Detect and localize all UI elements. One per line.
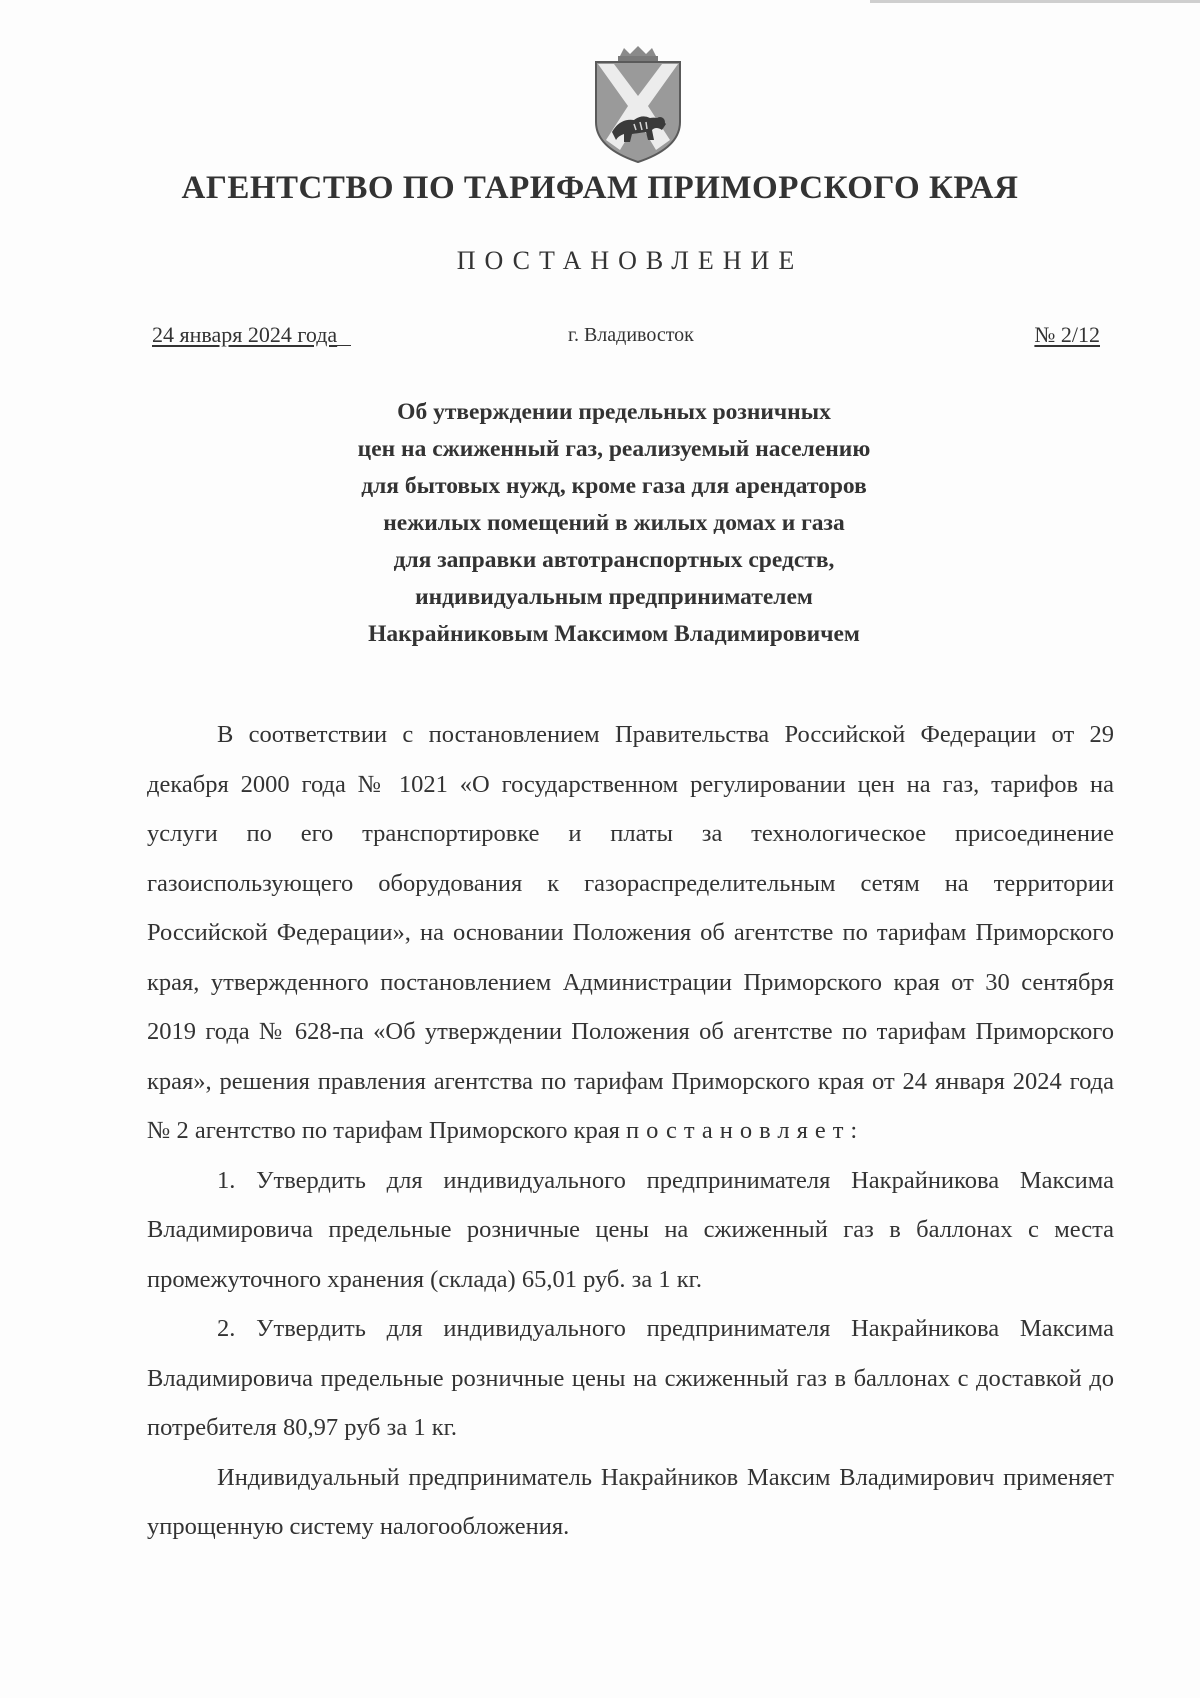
scan-edge-line [870, 0, 1200, 3]
subject-line: для заправки автотранспортных средств, [393, 547, 835, 573]
subject-line: нежилых помещений в жилых домах и газа [383, 510, 845, 536]
subject-line: Об утверждении предельных розничных [397, 399, 831, 425]
item-paragraph-2: 2. Утвердить для индивидуального предпринимателя Накрайникова Максима Владимировича предельные розничные цены на сжиженный газ в баллонах с доставкой до потребителя 80,97 руб за 1 кг. [147, 1315, 1114, 1441]
subject-line: для бытовых нужд, кроме газа для арендаторов [361, 473, 867, 499]
item-paragraph-1: 1. Утвердить для индивидуального предпринимателя Накрайникова Максима Владимировича предельные розничные цены на сжиженный газ в баллонах с места промежуточного хранения (склада) 65,01 руб. за 1 кг. [147, 1166, 1114, 1293]
coat-of-arms-icon [590, 44, 686, 166]
agency-title: АГЕНТСТВО ПО ТАРИФАМ ПРИМОРСКОГО КРАЯ [181, 170, 1019, 206]
decree-word: постановляет: [626, 1117, 865, 1144]
document-city: г. Владивосток [568, 324, 694, 346]
document-number: № 2/12 [1034, 322, 1100, 347]
preamble-text: В соответствии с постановлением Правительства Российской Федерации от 29 декабря 2000 года № 1021 «О государственном регулировании цен на газ, тарифов на услуги по его транспортировке и платы за технологическое присоединение газоиспользующего оборудования к газораспределительным сетям на территории Российской Федерации», на основании Положения об агентстве по тарифам Приморского края, утвержденного постановлением Администрации Приморского края от 30 сентября 2019 года № 628-па «Об утверждении Положения об агентстве по тарифам Приморского края», решения правления агентства по тарифам Приморского края от 24 января 2024 года № 2 агентство по тарифам Приморского края [147, 721, 1114, 1144]
document-type: ПОСТАНОВЛЕНИЕ [456, 246, 804, 275]
subject-line: цен на сжиженный газ, реализуемый населению [357, 436, 871, 462]
preamble-paragraph [147, 710, 1114, 1156]
document-subject [0, 394, 1200, 653]
document-body [147, 710, 1114, 1552]
document-meta-row [152, 322, 1100, 352]
subject-line: индивидуальным предпринимателем [415, 584, 813, 610]
document-date: 24 января 2024 года [152, 322, 351, 348]
note-paragraph: Индивидуальный предприниматель Накрайников Максим Владимирович применяет упрощенную систему налогообложения. [147, 1463, 1114, 1540]
subject-line: Накрайниковым Максимом Владимировичем [368, 621, 860, 647]
